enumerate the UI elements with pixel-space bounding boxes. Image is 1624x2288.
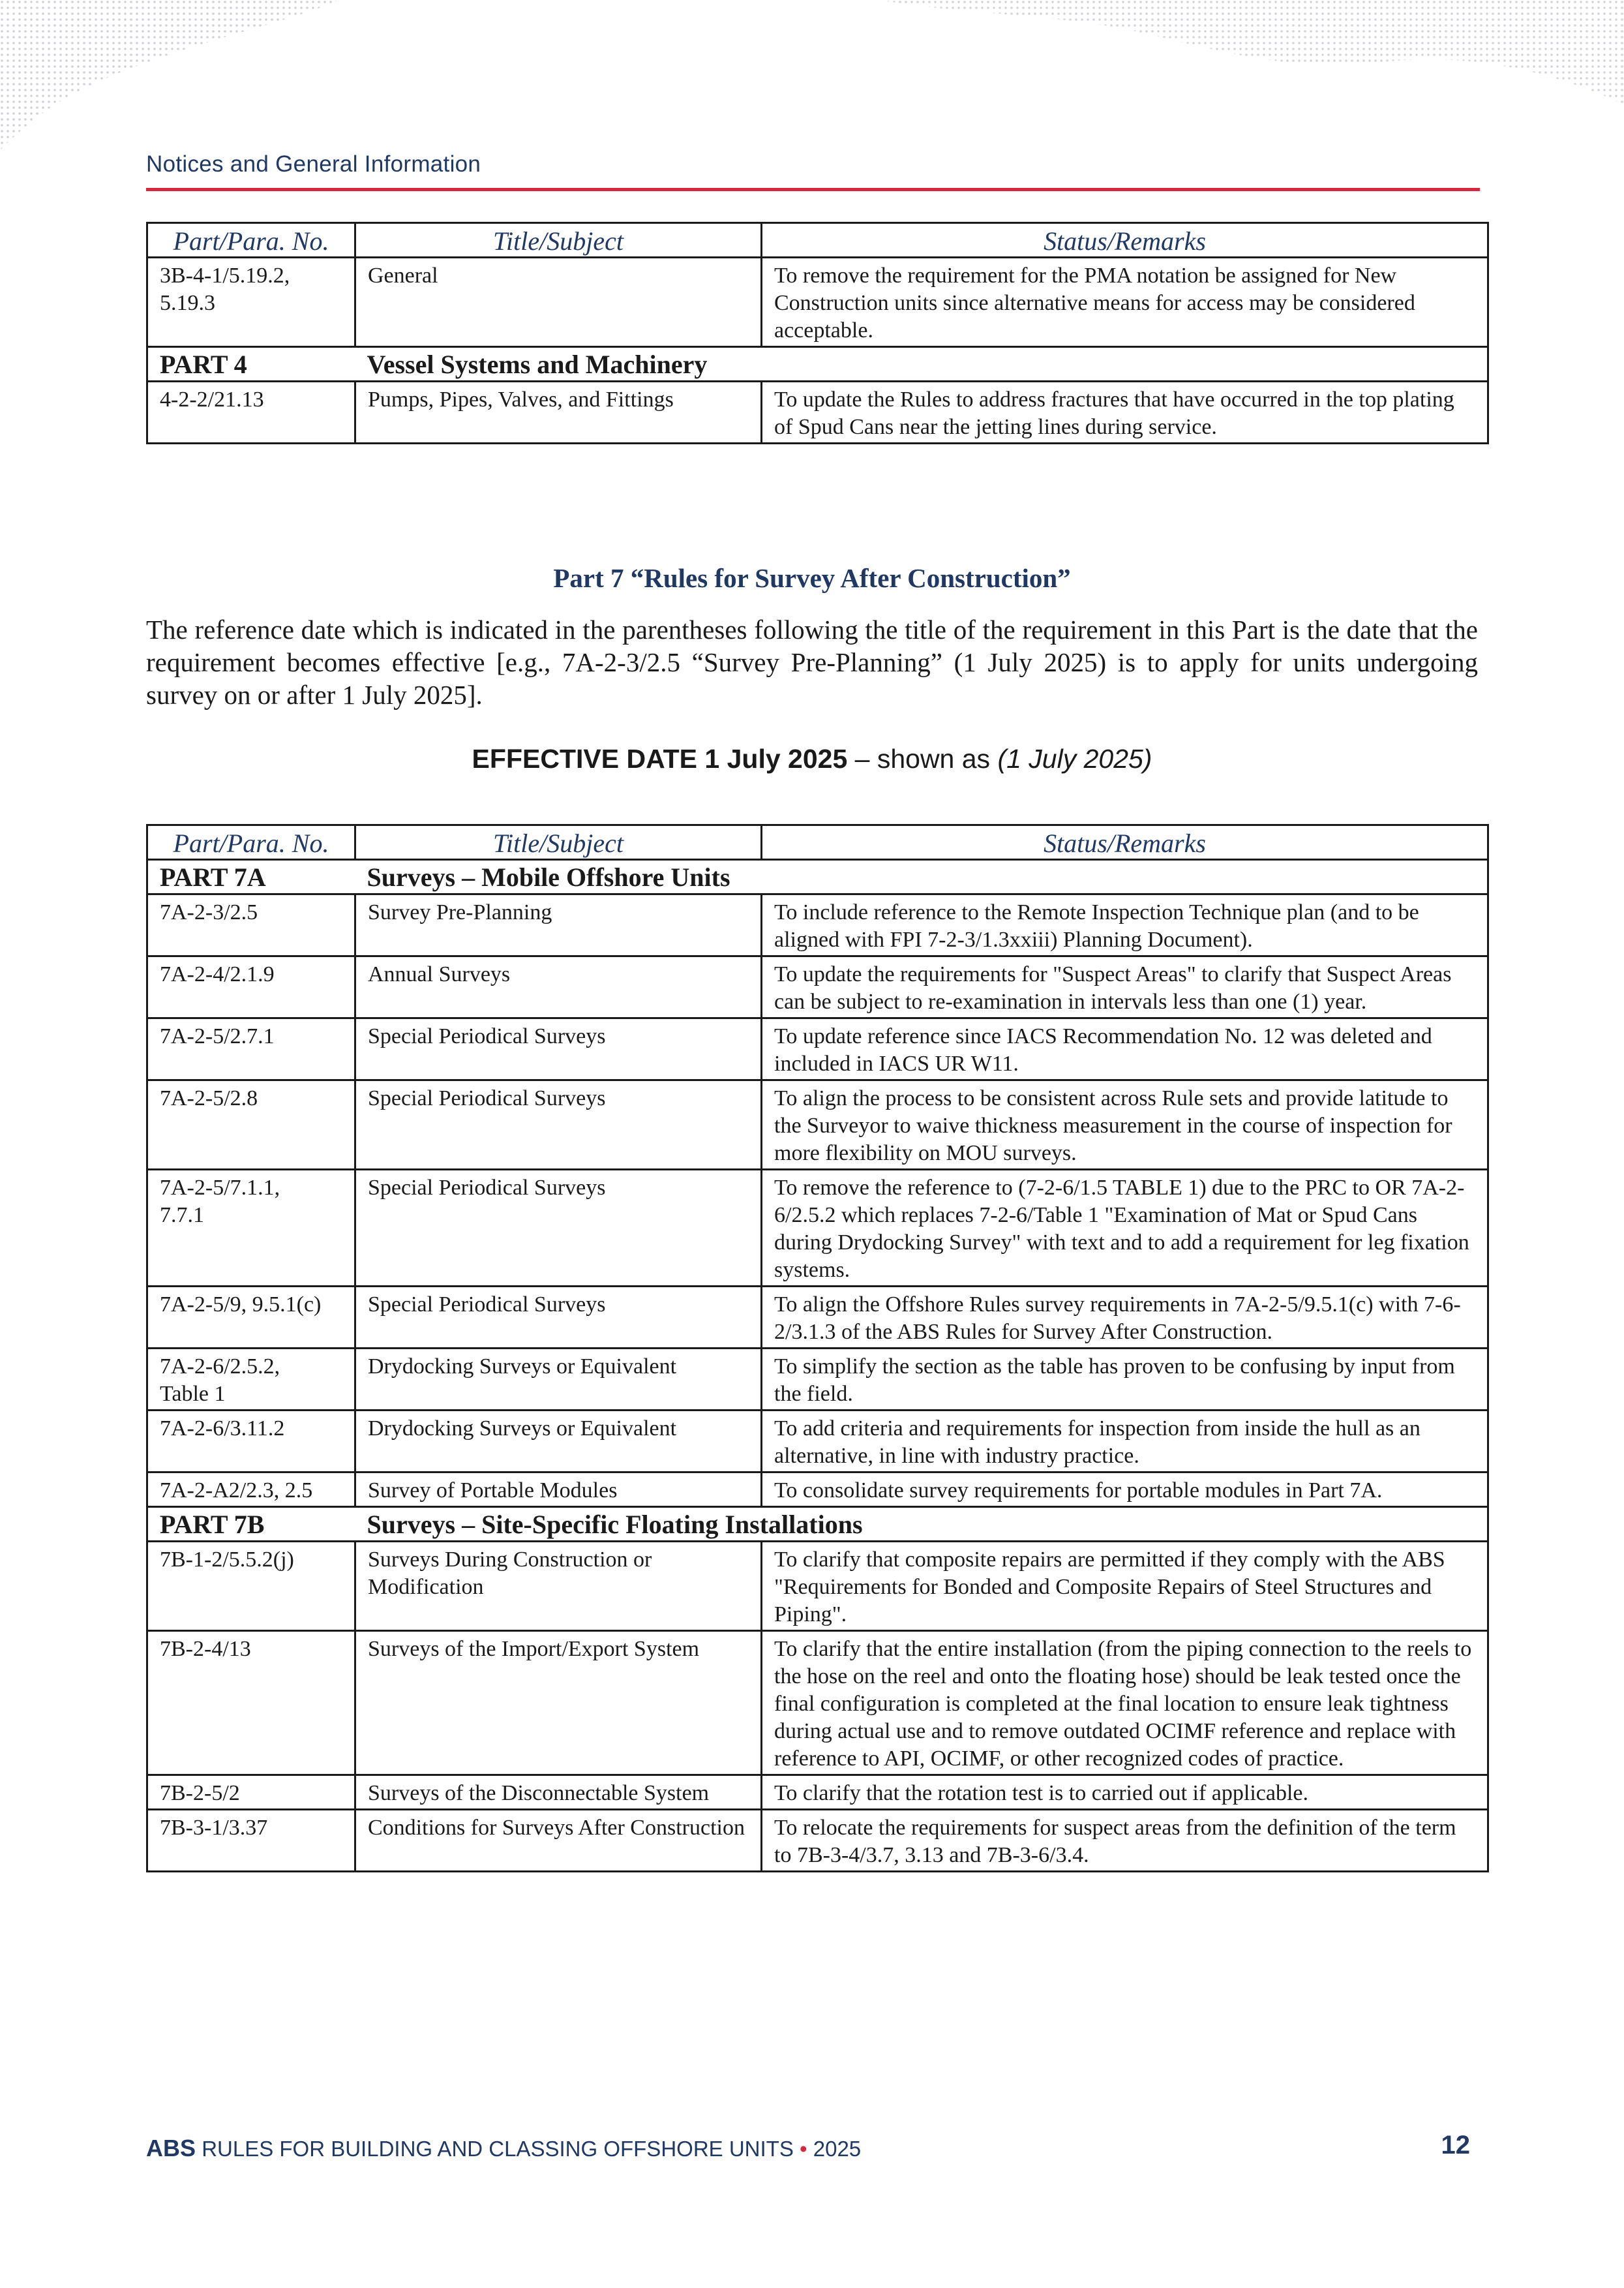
cell-status: To include reference to the Remote Inspection Technique plan (and to be aligned with FPI 7-2-3/1.3xxiii) Planning Document). <box>762 894 1488 956</box>
publication-year: 2025 <box>813 2137 862 2161</box>
cell-part: 7A-2-5/9, 9.5.1(c) <box>147 1287 355 1349</box>
part-heading-row <box>147 1507 1488 1542</box>
rule-changes-table-part3-4 <box>146 222 1489 444</box>
table-row <box>147 894 1488 956</box>
cell-part: 7A-2-5/2.7.1 <box>147 1018 355 1080</box>
table-row <box>147 1542 1488 1631</box>
table-row <box>147 956 1488 1018</box>
effective-date-format: (1 July 2025) <box>997 744 1152 774</box>
cell-title: Pumps, Pipes, Valves, and Fittings <box>355 382 762 444</box>
part-label: PART 4 <box>147 347 355 382</box>
cell-part: 7A-2-6/2.5.2, Table 1 <box>147 1349 355 1411</box>
cell-status: To remove the requirement for the PMA notation be assigned for New Construction units since alternative means for access may be considered acceptable. <box>762 258 1488 347</box>
table-row <box>147 1287 1488 1349</box>
cell-status: To update the requirements for "Suspect Areas" to clarify that Suspect Areas can be subject to re-examination in intervals less than one (1) year. <box>762 956 1488 1018</box>
cell-status: To remove the reference to (7-2-6/1.5 TABLE 1) due to the PRC to OR 7A-2-6/2.5.2 which replaces 7-2-6/Table 1 "Examination of Mat or Spud Cans during Drydocking Survey" with text and to add a requirement for leg fixation systems. <box>762 1170 1488 1287</box>
footer-bullet: • <box>800 2137 807 2161</box>
cell-title: Drydocking Surveys or Equivalent <box>355 1411 762 1472</box>
cell-part: 7B-2-4/13 <box>147 1631 355 1775</box>
table-row <box>147 382 1488 444</box>
part-heading-row <box>147 860 1488 894</box>
footer-publication <box>146 2135 861 2162</box>
cell-status: To clarify that composite repairs are permitted if they comply with the ABS "Requirements for Bonded and Composite Repairs of Steel Structures and Piping". <box>762 1542 1488 1631</box>
cell-status: To clarify that the rotation test is to carried out if applicable. <box>762 1775 1488 1810</box>
cell-status: To simplify the section as the table has proven to be confusing by input from the field. <box>762 1349 1488 1411</box>
part-title: Surveys – Site-Specific Floating Installations <box>355 1507 1488 1542</box>
table-row <box>147 1810 1488 1872</box>
cell-title: Special Periodical Surveys <box>355 1080 762 1170</box>
cell-part: 3B-4-1/5.19.2, 5.19.3 <box>147 258 355 347</box>
table-row <box>147 1631 1488 1775</box>
cell-title: General <box>355 258 762 347</box>
cell-part: 7A-2-5/7.1.1, 7.7.1 <box>147 1170 355 1287</box>
table-row <box>147 1170 1488 1287</box>
cell-status: To clarify that the entire installation (from the piping connection to the reels to the hose on the reel and onto the floating hose) should be leak tested once the final configuration is completed at the final location to ensure leak tightness during actual use and to remove outdated OCIMF reference and replace with reference to API, OCIMF, or other recognized codes of practice. <box>762 1631 1488 1775</box>
cell-title: Special Periodical Surveys <box>355 1170 762 1287</box>
cell-title: Conditions for Surveys After Construction <box>355 1810 762 1872</box>
reference-date-paragraph: The reference date which is indicated in the parentheses following the title of the requirement in this Part is the date that the requirement becomes effective [e.g., 7A-2-3/2.5 “Survey Pre-Planning” (1 July 2025) is to apply for units undergoing survey on or after 1 July 2025]. <box>146 615 1478 710</box>
cell-part: 7B-3-1/3.37 <box>147 1810 355 1872</box>
page-number: 12 <box>1441 2131 1470 2159</box>
cell-title: Annual Surveys <box>355 956 762 1018</box>
table-row <box>147 1472 1488 1507</box>
cell-title: Special Periodical Surveys <box>355 1018 762 1080</box>
cell-title: Surveys of the Import/Export System <box>355 1631 762 1775</box>
cell-status: To align the Offshore Rules survey requirements in 7A-2-5/9.5.1(c) with 7-6-2/3.1.3 of the ABS Rules for Survey After Construction. <box>762 1287 1488 1349</box>
column-header-part: Part/Para. No. <box>147 825 355 860</box>
cell-part: 7A-2-6/3.11.2 <box>147 1411 355 1472</box>
cell-part: 7B-1-2/5.5.2(j) <box>147 1542 355 1631</box>
cell-title: Drydocking Surveys or Equivalent <box>355 1349 762 1411</box>
table-row <box>147 1080 1488 1170</box>
cell-part: 7A-2-A2/2.3, 2.5 <box>147 1472 355 1507</box>
cell-status: To relocate the requirements for suspect areas from the definition of the term to 7B-3-4/3.7, 3.13 and 7B-3-6/3.4. <box>762 1810 1488 1872</box>
cell-part: 7A-2-4/2.1.9 <box>147 956 355 1018</box>
table-row <box>147 1349 1488 1411</box>
effective-date-label: EFFECTIVE DATE 1 July 2025 <box>472 744 848 774</box>
column-header-status: Status/Remarks <box>762 825 1488 860</box>
column-header-status: Status/Remarks <box>762 223 1488 258</box>
table-row <box>147 1411 1488 1472</box>
header-wave-decoration <box>0 0 1624 157</box>
cell-part: 7A-2-5/2.8 <box>147 1080 355 1170</box>
header-rule <box>146 188 1480 191</box>
part-label: PART 7B <box>147 1507 355 1542</box>
publication-title: RULES FOR BUILDING AND CLASSING OFFSHORE UNITS <box>202 2137 794 2161</box>
cell-status: To update reference since IACS Recommendation No. 12 was deleted and included in IACS UR W11. <box>762 1018 1488 1080</box>
table-header-row <box>147 223 1488 258</box>
table-header-row <box>147 825 1488 860</box>
table-row <box>147 1018 1488 1080</box>
cell-part: 4-2-2/21.13 <box>147 382 355 444</box>
cell-title: Survey of Portable Modules <box>355 1472 762 1507</box>
cell-part: 7B-2-5/2 <box>147 1775 355 1810</box>
part-label: PART 7A <box>147 860 355 894</box>
table-row <box>147 258 1488 347</box>
column-header-title: Title/Subject <box>355 825 762 860</box>
cell-status: To add criteria and requirements for inspection from inside the hull as an alternative, in line with industry practice. <box>762 1411 1488 1472</box>
cell-title: Surveys During Construction or Modification <box>355 1542 762 1631</box>
cell-status: To align the process to be consistent across Rule sets and provide latitude to the Surveyor to waive thickness measurement in the course of inspection for more flexibility on MOU surveys. <box>762 1080 1488 1170</box>
cell-status: To update the Rules to address fractures that have occurred in the top plating of Spud Cans near the jetting lines during service. <box>762 382 1488 444</box>
column-header-title: Title/Subject <box>355 223 762 258</box>
part-title: Surveys – Mobile Offshore Units <box>355 860 1488 894</box>
effective-date-connector: – shown as <box>847 744 998 774</box>
cell-title: Surveys of the Disconnectable System <box>355 1775 762 1810</box>
part-title: Vessel Systems and Machinery <box>355 347 1488 382</box>
section-title: Part 7 “Rules for Survey After Construction” <box>553 563 1071 593</box>
part-heading-row <box>147 347 1488 382</box>
cell-title: Survey Pre-Planning <box>355 894 762 956</box>
table-row <box>147 1775 1488 1810</box>
page-header-title: Notices and General Information <box>146 151 481 177</box>
column-header-part: Part/Para. No. <box>147 223 355 258</box>
cell-part: 7A-2-3/2.5 <box>147 894 355 956</box>
abs-logo-text: ABS <box>146 2135 196 2161</box>
cell-status: To consolidate survey requirements for portable modules in Part 7A. <box>762 1472 1488 1507</box>
rule-changes-table-part7 <box>146 824 1489 1872</box>
cell-title: Special Periodical Surveys <box>355 1287 762 1349</box>
effective-date-line <box>146 744 1478 774</box>
